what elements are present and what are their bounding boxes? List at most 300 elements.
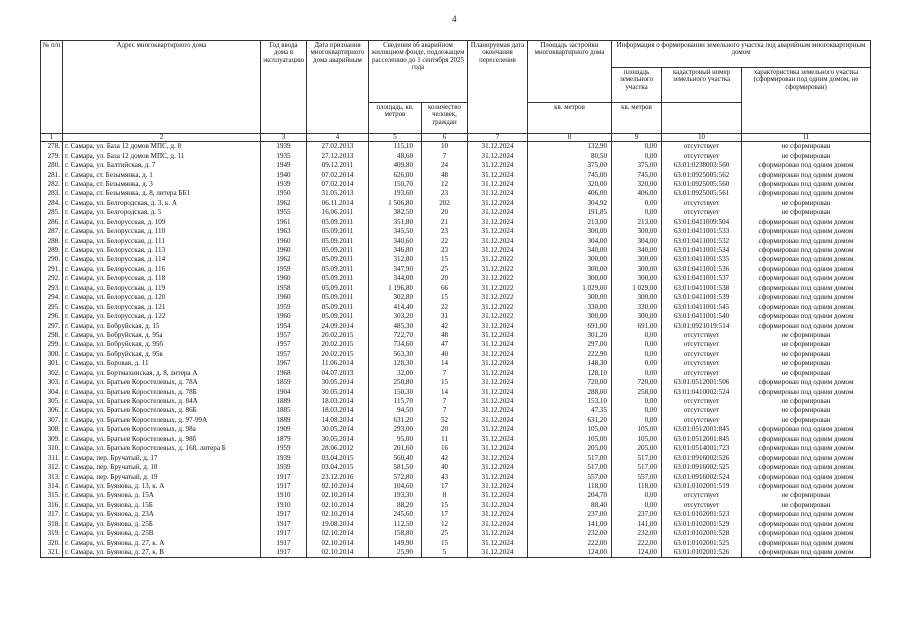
land-area-cell: 0,00 [612,340,662,349]
land-area-cell: 237,00 [612,510,662,519]
land-area-cell: 222,00 [612,538,662,547]
year-cell: 1917 [261,472,307,481]
address-cell: г. Самара, ул. Братьев Коростелевых, д. 98а [63,425,261,434]
characteristic-cell: не сформирован [742,208,871,217]
built-area-cell: 375,00 [528,161,612,170]
year-cell: 1967 [261,359,307,368]
land-area-cell: 124,00 [612,548,662,558]
characteristic-cell: сформирован под одним домом [742,425,871,434]
people-cell: 25 [422,265,468,274]
year-cell: 1910 [261,501,307,510]
row-number: 288. [41,236,63,245]
year-cell: 1889 [261,416,307,425]
land-area-cell: 300,00 [612,255,662,264]
cadastral-cell: 63:01:0238003:560 [662,161,742,170]
year-cell: 1910 [261,491,307,500]
year-cell: 1957 [261,350,307,359]
built-area-cell: 301,20 [528,331,612,340]
address-cell: г. Самара, ул. База 12 домов МПС, д. 11 [63,151,261,160]
built-area-cell: 118,00 [528,482,612,491]
characteristic-cell: не сформирован [742,359,871,368]
address-cell: г. Самара, ул. Буянова, д. 15Б [63,501,261,510]
characteristic-cell: сформирован под одним домом [742,170,871,179]
people-cell: 17 [422,482,468,491]
planned-date-cell: 31.12.2024 [468,425,528,434]
characteristic-cell: сформирован под одним домом [742,255,871,264]
address-cell: г. Самара, ул. Белорусская, д. 119 [63,284,261,293]
land-area-cell: 0,00 [612,151,662,160]
recognition-date-cell: 05.09.2011 [307,265,369,274]
header-kv-m: кв. метров [528,103,612,134]
recognition-date-cell: 05.09.2011 [307,312,369,321]
planned-date-cell: 31.12.2024 [468,548,528,558]
address-cell: г. Самара, ул. Бобруйская, д. 95в [63,350,261,359]
recognition-date-cell: 05.09.2011 [307,284,369,293]
cadastral-cell: 63:01:0411001:540 [662,312,742,321]
address-cell: г. Самара, ул. Белорусская, д. 110 [63,227,261,236]
planned-date-cell: 31.12.2024 [468,510,528,519]
row-number: 286. [41,218,63,227]
characteristic-cell: сформирован под одним домом [742,482,871,491]
land-area-cell: 141,00 [612,520,662,529]
header-land-info: Информация о формировании земельного участка под аварийным многоквартирным домом [612,41,871,68]
address-cell: г. Самара, ул. Братьев Коростелевых, д. 86Б [63,406,261,415]
planned-date-cell: 31.12.2024 [468,227,528,236]
table-row [41,151,871,160]
table-row [41,265,871,274]
land-area-cell: 745,00 [612,170,662,179]
planned-date-cell: 31.12.2024 [468,472,528,481]
cadastral-cell: отсутствует [662,151,742,160]
address-cell: г. Самара, ул. Белорусская, д. 118 [63,274,261,283]
table-row [41,378,871,387]
area-cell: 94,50 [369,406,422,415]
address-cell: г. Самара, ул. Бобруйская, д. 95а [63,331,261,340]
characteristic-cell: сформирован под одним домом [742,180,871,189]
row-number: 278. [41,142,63,152]
built-area-cell: 300,00 [528,312,612,321]
built-area-cell: 132,90 [528,142,612,152]
recognition-date-cell: 20.02.2015 [307,331,369,340]
people-cell: 15 [422,255,468,264]
year-cell: 1962 [261,199,307,208]
recognition-date-cell: 11.06.2014 [307,359,369,368]
characteristic-cell: сформирован под одним домом [742,265,871,274]
people-cell: 43 [422,472,468,481]
built-area-cell: 297,00 [528,340,612,349]
recognition-date-cell: 20.02.2015 [307,340,369,349]
built-area-cell: 222,90 [528,350,612,359]
address-cell: г. Самара, ул. Балтийская, д. 7 [63,161,261,170]
characteristic-cell: сформирован под одним домом [742,463,871,472]
people-cell: 16 [422,444,468,453]
cadastral-cell: 63:01:0512001:845 [662,435,742,444]
cadastral-cell: отсутствует [662,359,742,368]
year-cell: 1950 [261,189,307,198]
planned-date-cell: 31.12.2022 [468,274,528,283]
table-row [41,340,871,349]
land-area-cell: 0,00 [612,208,662,217]
area-cell: 722,70 [369,331,422,340]
table-row [41,189,871,198]
year-cell: 1957 [261,340,307,349]
address-cell: г. Самара, ул. Белорусская, д. 116 [63,265,261,274]
cadastral-cell: 63:01:0921019:514 [662,321,742,330]
characteristic-cell: сформирован под одним домом [742,227,871,236]
table-row [41,538,871,547]
row-number: 304. [41,387,63,396]
year-cell: 1960 [261,293,307,302]
row-number: 298. [41,331,63,340]
year-cell: 1958 [261,284,307,293]
characteristic-cell: сформирован под одним домом [742,161,871,170]
characteristic-cell: не сформирован [742,416,871,425]
table-row [41,453,871,462]
recognition-date-cell: 30.05.2014 [307,435,369,444]
year-cell: 1959 [261,444,307,453]
characteristic-cell: сформирован под одним домом [742,274,871,283]
area-cell: 414,40 [369,302,422,311]
built-area-cell: 304,00 [528,236,612,245]
area-cell: 95,00 [369,435,422,444]
table-row [41,406,871,415]
column-number: 5 [369,134,422,142]
people-cell: 42 [422,453,468,462]
recognition-date-cell: 05.09.2011 [307,255,369,264]
header-land-kv-m: кв. метров [612,103,662,134]
cadastral-cell: 63:01:0102001:529 [662,520,742,529]
recognition-date-cell: 09.12.2011 [307,161,369,170]
row-number: 291. [41,265,63,274]
planned-date-cell: 31.12.2024 [468,142,528,152]
people-cell: 25 [422,529,468,538]
planned-date-cell: 31.12.2024 [468,406,528,415]
characteristic-cell: не сформирован [742,331,871,340]
people-cell: 23 [422,246,468,255]
address-cell: г. Самара, пер. Бручатый, д. 18 [63,463,261,472]
address-cell: г. Самара, ул. Белорусская, д. 121 [63,302,261,311]
planned-date-cell: 31.12.2024 [468,501,528,510]
people-cell: 202 [422,199,468,208]
planned-date-cell: 31.12.2024 [468,218,528,227]
year-cell: 1960 [261,236,307,245]
recognition-date-cell: 30.05.2014 [307,378,369,387]
column-number: 4 [307,134,369,142]
people-cell: 48 [422,170,468,179]
people-cell: 7 [422,397,468,406]
address-cell: г. Самара, ул. Белорусская, д. 111 [63,236,261,245]
year-cell: 1935 [261,151,307,160]
year-cell: 1963 [261,227,307,236]
land-area-cell: 691,00 [612,321,662,330]
cadastral-cell: 63:01:0514001:723 [662,444,742,453]
table-row [41,416,871,425]
year-cell: 1885 [261,406,307,415]
area-cell: 115,10 [369,142,422,152]
area-cell: 340,60 [369,236,422,245]
cadastral-cell: 63:01:0411001:536 [662,265,742,274]
planned-date-cell: 31.12.2022 [468,293,528,302]
land-area-cell: 0,00 [612,406,662,415]
people-cell: 66 [422,284,468,293]
row-number: 301. [41,359,63,368]
planned-date-cell: 31.12.2022 [468,302,528,311]
header-cadastral: кадастровый номер земельного участка [662,68,742,103]
land-area-cell: 0,00 [612,199,662,208]
row-number: 310. [41,444,63,453]
built-area-cell: 691,00 [528,321,612,330]
row-number: 313. [41,472,63,481]
address-cell: г. Самара, ул. Белорусская, д. 114 [63,255,261,264]
table-row [41,218,871,227]
land-area-cell: 0,00 [612,359,662,368]
table-row [41,255,871,264]
table-row [41,274,871,283]
people-cell: 15 [422,293,468,302]
cadastral-cell: отсутствует [662,350,742,359]
table-row [41,180,871,189]
built-area-cell: 517,00 [528,453,612,462]
address-cell: г. Самара, ул. Белорусская, д. 122 [63,312,261,321]
built-area-cell: 232,00 [528,529,612,538]
address-cell: г. Самара, ул. Белорусская, д. 120 [63,293,261,302]
row-number: 284. [41,199,63,208]
cadastral-cell: 63:01:0102001:519 [662,482,742,491]
year-cell: 1859 [261,378,307,387]
land-area-cell: 1 029,00 [612,284,662,293]
table-row [41,444,871,453]
row-number: 320. [41,538,63,547]
area-cell: 48,60 [369,151,422,160]
table-row [41,331,871,340]
table-row [41,284,871,293]
characteristic-cell: не сформирован [742,369,871,378]
address-cell: г. Самара, ул. Белорусская, д. 109 [63,218,261,227]
land-area-cell: 406,00 [612,189,662,198]
address-cell: г. Самара, ул. Бобруйская, д. 15 [63,321,261,330]
recognition-date-cell: 03.04.2015 [307,453,369,462]
people-cell: 14 [422,387,468,396]
people-cell: 7 [422,151,468,160]
address-cell: г. Самара, ул. Бобруйская, д. 95б [63,340,261,349]
planned-date-cell: 31.12.2024 [468,444,528,453]
land-area-cell: 105,00 [612,425,662,434]
cadastral-cell: 63:01:0925005:562 [662,170,742,179]
table-row [41,387,871,396]
area-cell: 485,30 [369,321,422,330]
cadastral-cell: 63:01:0916002:524 [662,472,742,481]
column-number: 9 [612,134,662,142]
area-cell: 626,00 [369,170,422,179]
recognition-date-cell: 30.05.2014 [307,387,369,396]
cadastral-cell: 63:01:0411001:539 [662,293,742,302]
area-cell: 734,60 [369,340,422,349]
built-area-cell: 222,00 [528,538,612,547]
row-number: 302. [41,369,63,378]
area-cell: 193,60 [369,189,422,198]
planned-date-cell: 31.12.2022 [468,265,528,274]
characteristic-cell: сформирован под одним домом [742,435,871,444]
built-area-cell: 300,00 [528,293,612,302]
recognition-date-cell: 23.12.2016 [307,472,369,481]
row-number: 283. [41,189,63,198]
address-cell: г. Самара, ул. Белорусская, д. 113 [63,246,261,255]
land-area-cell: 0,00 [612,369,662,378]
people-cell: 12 [422,180,468,189]
area-cell: 149,90 [369,538,422,547]
cadastral-cell: 63:01:0916002:526 [662,453,742,462]
recognition-date-cell: 30.05.2014 [307,425,369,434]
land-area-cell: 232,00 [612,529,662,538]
recognition-date-cell: 19.08.2014 [307,520,369,529]
address-cell: г. Самара, ул. Белгородская, д. 5 [63,208,261,217]
land-area-cell: 0,00 [612,491,662,500]
area-cell: 115,70 [369,397,422,406]
row-number: 312. [41,463,63,472]
cadastral-cell: отсутствует [662,142,742,152]
year-cell: 1959 [261,265,307,274]
characteristic-cell: сформирован под одним домом [742,444,871,453]
row-number: 311. [41,453,63,462]
year-cell: 1917 [261,529,307,538]
people-cell: 15 [422,501,468,510]
year-cell: 1917 [261,520,307,529]
characteristic-cell: сформирован под одним домом [742,321,871,330]
built-area-cell: 124,00 [528,548,612,558]
header-area-m: площадь, кв. метров [369,103,422,134]
planned-date-cell: 31.12.2024 [468,161,528,170]
year-cell: 1889 [261,397,307,406]
land-area-cell: 118,00 [612,482,662,491]
table-row [41,435,871,444]
planned-date-cell: 31.12.2024 [468,199,528,208]
emergency-housing-table [40,40,871,558]
built-area-cell: 304,92 [528,199,612,208]
column-number: 3 [261,134,307,142]
year-cell: 1939 [261,180,307,189]
table-body [41,142,871,558]
planned-date-cell: 31.12.2024 [468,189,528,198]
area-cell: 1 196,80 [369,284,422,293]
people-cell: 20 [422,425,468,434]
row-number: 319. [41,529,63,538]
area-cell: 303,20 [369,312,422,321]
header-planned-date: Планируемая дата окончания переселения [468,41,528,134]
area-cell: 409,80 [369,161,422,170]
table-row [41,312,871,321]
land-area-cell: 304,00 [612,236,662,245]
land-area-cell: 557,00 [612,472,662,481]
recognition-date-cell: 05.09.2011 [307,302,369,311]
address-cell: г. Самара, ул. Братьев Коростелевых, д. 84А [63,397,261,406]
table-row [41,397,871,406]
table-row [41,246,871,255]
row-number: 300. [41,350,63,359]
land-area-cell: 300,00 [612,227,662,236]
planned-date-cell: 31.12.2024 [468,520,528,529]
column-number: 11 [742,134,871,142]
address-cell: г. Самара, пер. Бручатый, д. 17 [63,453,261,462]
built-area-cell: 105,00 [528,435,612,444]
built-area-cell: 205,00 [528,444,612,453]
row-number: 292. [41,274,63,283]
row-number: 309. [41,435,63,444]
recognition-date-cell: 05.09.2011 [307,293,369,302]
area-cell: 631,20 [369,416,422,425]
people-cell: 5 [422,548,468,558]
land-area-cell: 340,00 [612,246,662,255]
characteristic-cell: не сформирован [742,406,871,415]
cadastral-cell: отсутствует [662,331,742,340]
planned-date-cell: 31.12.2024 [468,246,528,255]
cadastral-cell: 63:01:0102001:525 [662,538,742,547]
cadastral-cell: 63:01:0411001:545 [662,302,742,311]
row-number: 282. [41,180,63,189]
area-cell: 112,50 [369,520,422,529]
recognition-date-cell: 02.10.2014 [307,491,369,500]
land-area-cell: 517,00 [612,453,662,462]
characteristic-cell: сформирован под одним домом [742,529,871,538]
built-area-cell: 88,40 [528,501,612,510]
planned-date-cell: 31.12.2024 [468,331,528,340]
people-cell: 42 [422,321,468,330]
year-cell: 1954 [261,321,307,330]
characteristic-cell: сформирован под одним домом [742,538,871,547]
year-cell: 1961 [261,218,307,227]
land-area-cell: 0,00 [612,501,662,510]
land-area-cell: 0,00 [612,416,662,425]
recognition-date-cell: 16.06.2011 [307,208,369,217]
cadastral-cell: 63:01:0411001:534 [662,246,742,255]
area-cell: 245,60 [369,510,422,519]
address-cell: г. Самара, ул. Братьев Коростелевых, д. 97-99А [63,416,261,425]
cadastral-cell: 63:01:0411001:533 [662,227,742,236]
land-area-cell: 105,00 [612,435,662,444]
year-cell: 1960 [261,312,307,321]
recognition-date-cell: 27.12.2013 [307,151,369,160]
address-cell: г. Самара, ул. Буянова, д. 27, к. В [63,548,261,558]
column-number: 2 [63,134,261,142]
cadastral-cell: отсутствует [662,416,742,425]
people-cell: 47 [422,340,468,349]
recognition-date-cell: 06.11.2014 [307,199,369,208]
built-area-cell: 141,00 [528,520,612,529]
area-cell: 88,20 [369,501,422,510]
built-area-cell: 153,10 [528,397,612,406]
recognition-date-cell: 27.02.2013 [307,142,369,152]
characteristic-cell: сформирован под одним домом [742,284,871,293]
people-cell: 40 [422,350,468,359]
table-row [41,236,871,245]
land-area-cell: 213,00 [612,218,662,227]
row-number: 315. [41,491,63,500]
characteristic-cell: сформирован под одним домом [742,453,871,462]
built-area-cell: 631,20 [528,416,612,425]
characteristic-cell: сформирован под одним домом [742,378,871,387]
area-cell: 345,50 [369,227,422,236]
planned-date-cell: 31.12.2024 [468,180,528,189]
cadastral-cell: отсутствует [662,340,742,349]
recognition-date-cell: 03.04.2015 [307,463,369,472]
address-cell: г. Самара, ул. Буянова, д. 25Б [63,520,261,529]
planned-date-cell: 31.12.2024 [468,359,528,368]
row-number: 297. [41,321,63,330]
cadastral-cell: 63:01:0925005:560 [662,180,742,189]
planned-date-cell: 31.12.2024 [468,378,528,387]
people-cell: 12 [422,520,468,529]
table-row [41,482,871,491]
area-cell: 346,80 [369,246,422,255]
